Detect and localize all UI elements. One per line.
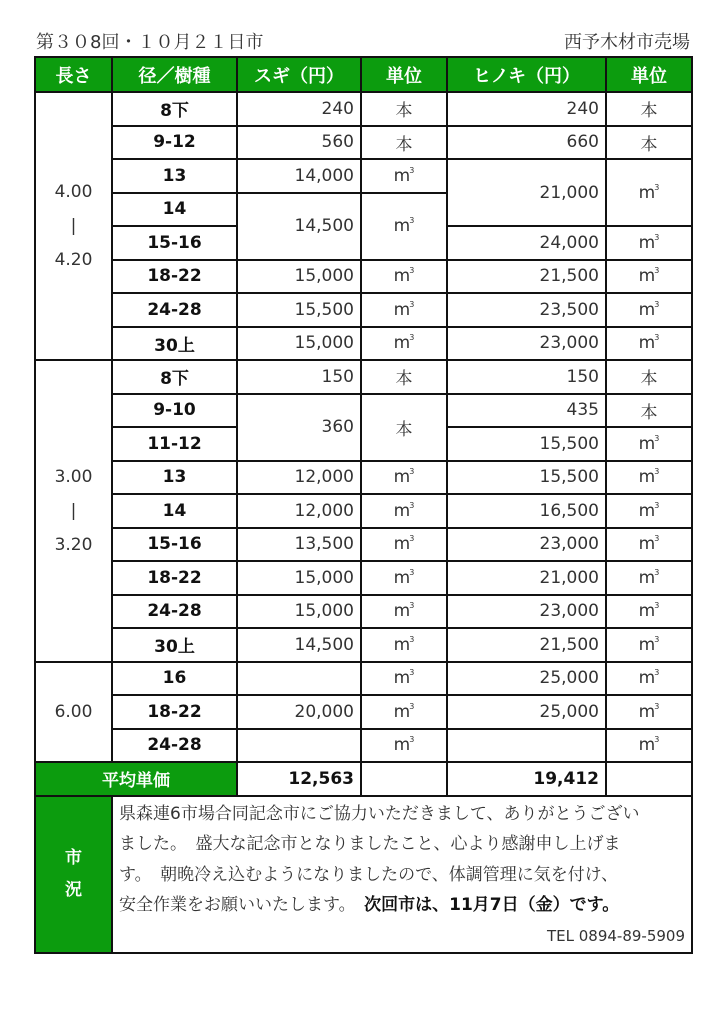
hinoki-price: 240 [447, 92, 606, 126]
hinoki-unit: 本 [606, 92, 692, 126]
size-cell: 30上 [112, 327, 237, 361]
market-name: 西予木材市売場 [564, 32, 690, 53]
cubic-meter-unit: m [393, 567, 411, 588]
cubic-meter-unit: m [638, 232, 656, 253]
cubic-meter-unit: m [393, 601, 411, 622]
size-cell: 8下 [112, 360, 237, 394]
col-sugi-unit: 単位 [361, 57, 447, 92]
superscript-3: 3 [409, 701, 415, 711]
hinoki-price: 150 [447, 360, 606, 394]
sugi-price: 15,500 [237, 293, 361, 327]
cubic-meter-unit: m [638, 634, 656, 655]
superscript-3: 3 [654, 182, 660, 192]
size-cell: 14 [112, 494, 237, 528]
cubic-meter-unit: m [393, 467, 411, 488]
cubic-meter-unit: m [638, 500, 656, 521]
superscript-3: 3 [409, 266, 415, 276]
superscript-3: 3 [409, 634, 415, 644]
hinoki-price: 25,000 [447, 662, 606, 696]
length-top: 3.00 [54, 466, 93, 487]
hinoki-unit [606, 293, 692, 327]
superscript-3: 3 [409, 601, 415, 611]
remarks-text [112, 796, 692, 953]
superscript-3: 3 [409, 500, 415, 510]
table-row [35, 662, 692, 696]
table-row [35, 628, 692, 662]
size-cell: 24-28 [112, 595, 237, 629]
hinoki-price: 16,500 [447, 494, 606, 528]
length-cell [35, 360, 112, 662]
size-cell: 16 [112, 662, 237, 696]
telephone-number: TEL 0894-89-5909 [546, 926, 685, 945]
sugi-price: 15,000 [237, 327, 361, 361]
sugi-unit [361, 327, 447, 361]
superscript-3: 3 [654, 500, 660, 510]
hinoki-price: 21,500 [447, 628, 606, 662]
table-row [35, 327, 692, 361]
cubic-meter-unit: m [638, 701, 656, 722]
table-row [35, 595, 692, 629]
hinoki-unit [606, 695, 692, 729]
length-bottom: 3.20 [54, 534, 93, 555]
sugi-price [237, 662, 361, 696]
length-top: 4.00 [54, 182, 93, 202]
sugi-unit: 本 [361, 394, 447, 461]
hinoki-unit [606, 461, 692, 495]
remarks-line: 県森連6市場合同記念市にご協力いただきまして、ありがとうござい [119, 803, 640, 824]
size-cell: 8下 [112, 92, 237, 126]
hinoki-price: 24,000 [447, 226, 606, 260]
sugi-price: 240 [237, 92, 361, 126]
hinoki-price [447, 729, 606, 763]
col-size: 径／樹種 [112, 57, 237, 92]
sugi-price: 360 [237, 394, 361, 461]
sugi-price [237, 729, 361, 763]
superscript-3: 3 [409, 567, 415, 577]
table-header-row [35, 57, 692, 92]
cubic-meter-unit: m [393, 333, 411, 354]
hinoki-unit [606, 628, 692, 662]
sugi-price: 12,000 [237, 494, 361, 528]
size-cell: 13 [112, 159, 237, 193]
superscript-3: 3 [654, 232, 660, 242]
sugi-unit [361, 595, 447, 629]
sugi-price: 15,000 [237, 595, 361, 629]
size-cell: 30上 [112, 628, 237, 662]
sugi-unit [361, 260, 447, 294]
cubic-meter-unit: m [638, 266, 656, 287]
superscript-3: 3 [409, 735, 415, 745]
hinoki-price: 15,500 [447, 427, 606, 461]
superscript-3: 3 [409, 165, 415, 175]
cubic-meter-unit: m [638, 433, 656, 454]
superscript-3: 3 [654, 534, 660, 544]
superscript-3: 3 [409, 668, 415, 678]
hinoki-unit [606, 561, 692, 595]
hinoki-unit [606, 427, 692, 461]
superscript-3: 3 [654, 668, 660, 678]
average-hinoki: 19,412 [447, 762, 606, 796]
superscript-3: 3 [409, 299, 415, 309]
cubic-meter-unit: m [393, 165, 411, 186]
sugi-unit [361, 662, 447, 696]
table-row [35, 92, 692, 126]
table-row [35, 729, 692, 763]
size-cell: 15-16 [112, 528, 237, 562]
superscript-3: 3 [409, 534, 415, 544]
superscript-3: 3 [654, 601, 660, 611]
remarks-row [35, 796, 692, 953]
cubic-meter-unit: m [638, 333, 656, 354]
sugi-unit [361, 561, 447, 595]
superscript-3: 3 [654, 634, 660, 644]
length-bottom: 4.20 [54, 250, 93, 270]
size-cell: 24-28 [112, 293, 237, 327]
superscript-3: 3 [654, 701, 660, 711]
superscript-3: 3 [654, 433, 660, 443]
length-cell [35, 92, 112, 360]
cubic-meter-unit: m [393, 735, 411, 756]
size-cell: 11-12 [112, 427, 237, 461]
cubic-meter-unit: m [393, 534, 411, 555]
hinoki-unit [606, 159, 692, 226]
table-row [35, 360, 692, 394]
table-row [35, 695, 692, 729]
cubic-meter-unit: m [638, 467, 656, 488]
superscript-3: 3 [654, 735, 660, 745]
size-cell: 9-12 [112, 126, 237, 160]
table-row [35, 293, 692, 327]
size-cell: 18-22 [112, 561, 237, 595]
average-row [35, 762, 692, 796]
remarks-line [119, 890, 685, 921]
sugi-price: 560 [237, 126, 361, 160]
hinoki-unit [606, 595, 692, 629]
hinoki-unit: 本 [606, 126, 692, 160]
hinoki-unit: 本 [606, 394, 692, 428]
hinoki-price: 660 [447, 126, 606, 160]
remarks-label-1: 市 [65, 848, 82, 868]
cubic-meter-unit: m [638, 735, 656, 756]
size-cell: 15-16 [112, 226, 237, 260]
cubic-meter-unit: m [393, 634, 411, 655]
hinoki-price: 435 [447, 394, 606, 428]
cubic-meter-unit: m [393, 701, 411, 722]
table-row [35, 461, 692, 495]
hinoki-price: 23,500 [447, 293, 606, 327]
size-cell: 13 [112, 461, 237, 495]
hinoki-price: 21,000 [447, 159, 606, 226]
average-sugi-unit [361, 762, 447, 796]
sugi-unit [361, 293, 447, 327]
cubic-meter-unit: m [393, 299, 411, 320]
hinoki-price: 21,500 [447, 260, 606, 294]
length-separator: | [70, 216, 77, 236]
sugi-price: 14,500 [237, 628, 361, 662]
sugi-price: 14,500 [237, 193, 361, 260]
average-label: 平均単価 [35, 762, 237, 796]
superscript-3: 3 [409, 467, 415, 477]
table-row [35, 159, 692, 193]
cubic-meter-unit: m [638, 299, 656, 320]
hinoki-unit [606, 662, 692, 696]
sugi-unit [361, 528, 447, 562]
hinoki-unit [606, 226, 692, 260]
auction-title: 第３０8回・１０月２１日市 [36, 32, 264, 53]
cubic-meter-unit: m [638, 601, 656, 622]
sugi-unit [361, 695, 447, 729]
price-table [34, 56, 693, 954]
size-cell: 14 [112, 193, 237, 227]
col-hinoki: ヒノキ（円） [447, 57, 606, 92]
average-sugi: 12,563 [237, 762, 361, 796]
page-header [36, 28, 690, 54]
sugi-unit [361, 159, 447, 193]
table-row [35, 394, 692, 428]
hinoki-unit [606, 528, 692, 562]
sugi-unit [361, 729, 447, 763]
table-row [35, 494, 692, 528]
hinoki-unit [606, 494, 692, 528]
cubic-meter-unit: m [393, 500, 411, 521]
sugi-unit [361, 494, 447, 528]
hinoki-price: 23,000 [447, 327, 606, 361]
length-separator: | [70, 500, 77, 521]
superscript-3: 3 [654, 299, 660, 309]
sugi-price: 150 [237, 360, 361, 394]
sugi-unit: 本 [361, 126, 447, 160]
hinoki-price: 23,000 [447, 595, 606, 629]
cubic-meter-unit: m [638, 567, 656, 588]
size-cell: 18-22 [112, 260, 237, 294]
size-cell: 24-28 [112, 729, 237, 763]
sugi-price: 12,000 [237, 461, 361, 495]
table-row [35, 528, 692, 562]
sugi-unit [361, 461, 447, 495]
sugi-price: 15,000 [237, 260, 361, 294]
cubic-meter-unit: m [393, 216, 411, 236]
hinoki-unit [606, 327, 692, 361]
sugi-price: 14,000 [237, 159, 361, 193]
average-hinoki-unit [606, 762, 692, 796]
hinoki-unit: 本 [606, 360, 692, 394]
sugi-unit [361, 628, 447, 662]
next-market-notice: 次回市は、11月7日（金）です。 [364, 895, 620, 915]
cubic-meter-unit: m [393, 668, 411, 689]
cubic-meter-unit: m [638, 182, 656, 203]
size-cell: 9-10 [112, 394, 237, 428]
table-row [35, 561, 692, 595]
remarks-label-2: 況 [65, 880, 82, 900]
table-row [35, 126, 692, 160]
remarks-label [35, 796, 112, 953]
hinoki-price: 23,000 [447, 528, 606, 562]
sugi-price: 13,500 [237, 528, 361, 562]
superscript-3: 3 [409, 333, 415, 343]
hinoki-unit [606, 729, 692, 763]
superscript-3: 3 [654, 567, 660, 577]
hinoki-price: 15,500 [447, 461, 606, 495]
remarks-line-4-text: 安全作業をお願いいたします。 [119, 895, 365, 915]
hinoki-price: 21,000 [447, 561, 606, 595]
length-cell: 6.00 [35, 662, 112, 763]
sugi-unit: 本 [361, 92, 447, 126]
sugi-price: 15,000 [237, 561, 361, 595]
size-cell: 18-22 [112, 695, 237, 729]
hinoki-unit [606, 260, 692, 294]
table-row [35, 260, 692, 294]
superscript-3: 3 [654, 266, 660, 276]
col-length: 長さ [35, 57, 112, 92]
sugi-unit: 本 [361, 360, 447, 394]
col-sugi: スギ（円） [237, 57, 361, 92]
superscript-3: 3 [409, 216, 415, 225]
cubic-meter-unit: m [638, 668, 656, 689]
superscript-3: 3 [654, 467, 660, 477]
hinoki-price: 25,000 [447, 695, 606, 729]
remarks-line: す。 朝晩冷え込むようになりましたので、体調管理に気を付け、 [119, 864, 619, 885]
cubic-meter-unit: m [393, 266, 411, 287]
superscript-3: 3 [654, 333, 660, 343]
cubic-meter-unit: m [638, 534, 656, 555]
sugi-unit [361, 193, 447, 260]
sugi-price: 20,000 [237, 695, 361, 729]
col-hinoki-unit: 単位 [606, 57, 692, 92]
remarks-line: ました。 盛大な記念市となりましたこと、心より感謝申し上げま [119, 834, 621, 854]
